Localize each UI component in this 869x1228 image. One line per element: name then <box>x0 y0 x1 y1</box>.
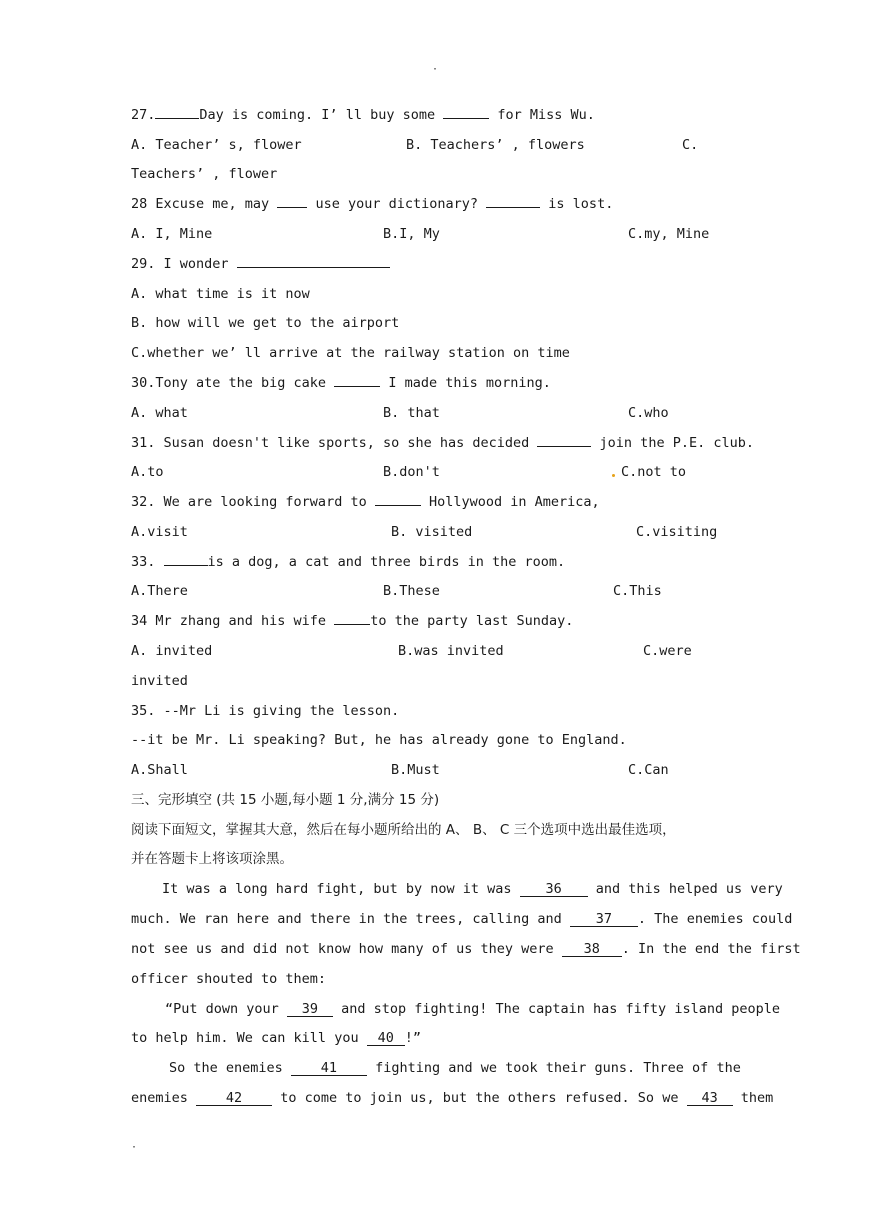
option-c: C.This <box>613 583 662 599</box>
option-c: C.who <box>628 405 669 421</box>
option-c: C.not to <box>621 464 687 480</box>
section-heading: 三、完形填空 (共 15 小题,每小题 1 分,满分 15 分) <box>131 792 440 808</box>
passage-line: not see us and did not know how many of us they were 38 . In the end the first <box>131 941 801 957</box>
option-c: C.visiting <box>636 524 718 540</box>
option-b: B.was invited <box>398 643 504 659</box>
option-c: C. <box>682 137 699 153</box>
section-instructions: 阅读下面短文，掌握其大意，然后在每小题所给出的 A、 B、 C 三个选项中选出最佳选项， <box>131 822 676 838</box>
blank-36: 36 <box>520 882 588 897</box>
option-c: C.Can <box>628 762 669 778</box>
answer-blank <box>334 610 370 625</box>
option-a: A. I, Mine <box>131 226 213 242</box>
question-33-options <box>131 580 741 602</box>
option-a: A.to <box>131 464 164 480</box>
question-27-option-c-cont: Teachers’ , flower <box>131 166 278 182</box>
question-34: 34 Mr zhang and his wife to the party last Sunday. <box>131 610 741 632</box>
question-31-options <box>131 461 741 483</box>
blank-39: 39 <box>287 1002 333 1017</box>
answer-blank <box>334 372 380 387</box>
question-34-option-c-cont: invited <box>131 673 188 689</box>
answer-blank <box>155 104 199 119</box>
option-c: C.whether we’ ll arrive at the railway station on time <box>131 345 570 361</box>
section-instructions-cont: 并在答题卡上将该项涂黑。 <box>131 851 293 867</box>
answer-blank <box>164 551 208 566</box>
question-34-options <box>131 640 741 662</box>
passage-line: to help him. We can kill you 40 !” <box>131 1030 421 1046</box>
question-29: 29. I wonder <box>131 253 741 275</box>
passage-line: enemies 42 to come to join us, but the others refused. So we 43 them <box>131 1090 774 1106</box>
option-a: A.visit <box>131 524 188 540</box>
option-b: B. visited <box>391 524 473 540</box>
question-27: 27. Day is coming. I’ ll buy some for Miss Wu. <box>131 104 741 126</box>
answer-blank <box>277 193 307 208</box>
question-30: 30.Tony ate the big cake I made this morning. <box>131 372 741 394</box>
question-28: 28 Excuse me, may use your dictionary? is lost. <box>131 193 741 215</box>
passage-line: It was a long hard fight, but by now it was 36 and this helped us very <box>162 881 783 897</box>
passage-line: So the enemies 41 fighting and we took their guns. Three of the <box>169 1060 741 1076</box>
option-a: A.There <box>131 583 188 599</box>
question-28-options <box>131 223 741 245</box>
ink-speck <box>612 474 615 477</box>
answer-blank <box>375 491 421 506</box>
answer-blank <box>486 193 540 208</box>
footer-dot: · <box>131 1142 138 1153</box>
blank-42: 42 <box>196 1091 272 1106</box>
option-a: A. Teacher’ s, flower <box>131 137 302 153</box>
question-35-options <box>131 759 741 781</box>
question-35-line-2: --it be Mr. Li speaking? But, he has already gone to England. <box>131 732 627 748</box>
option-c: C.were <box>643 643 692 659</box>
option-b: B.I, My <box>383 226 440 242</box>
blank-37: 37 <box>570 912 638 927</box>
option-b: B. how will we get to the airport <box>131 315 400 331</box>
answer-blank <box>443 104 489 119</box>
option-a: A.Shall <box>131 762 188 778</box>
option-a: A. what <box>131 405 188 421</box>
option-b: B. that <box>383 405 440 421</box>
option-b: B.These <box>383 583 440 599</box>
passage-line: much. We ran here and there in the trees, calling and 37 . The enemies could <box>131 911 793 927</box>
question-32: 32. We are looking forward to Hollywood in America, <box>131 491 741 513</box>
option-b: B.Must <box>391 762 440 778</box>
option-a: A. invited <box>131 643 213 659</box>
blank-38: 38 <box>562 942 622 957</box>
answer-blank <box>237 253 390 268</box>
question-31: 31. Susan doesn't like sports, so she has decided join the P.E. club. <box>131 432 741 454</box>
option-b: B.don't <box>383 464 440 480</box>
blank-41: 41 <box>291 1061 367 1076</box>
answer-blank <box>537 432 591 447</box>
passage-line: “Put down your 39 and stop fighting! The captain has fifty island people <box>165 1001 780 1017</box>
question-27-options <box>131 134 741 156</box>
blank-40: 40 <box>367 1031 405 1046</box>
option-a: A. what time is it now <box>131 286 310 302</box>
option-b: B. Teachers’ , flowers <box>406 137 585 153</box>
question-35: 35. --Mr Li is giving the lesson. <box>131 703 400 719</box>
question-32-options <box>131 521 741 543</box>
question-33: 33. is a dog, a cat and three birds in the room. <box>131 551 741 573</box>
passage-line: officer shouted to them: <box>131 971 327 987</box>
question-30-options <box>131 402 741 424</box>
blank-43: 43 <box>687 1091 733 1106</box>
header-dot: · <box>432 64 439 75</box>
option-c: C.my, Mine <box>628 226 710 242</box>
